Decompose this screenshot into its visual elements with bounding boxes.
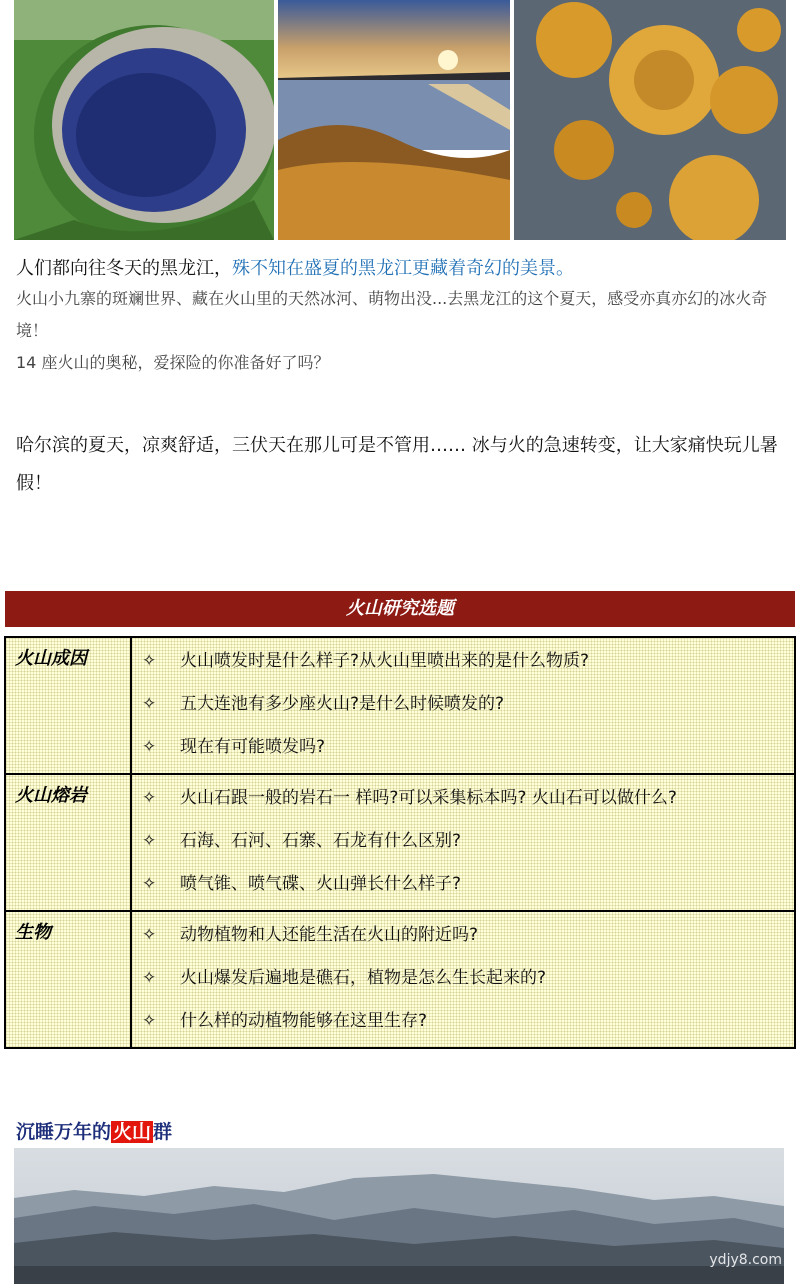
- question-text: 五大连池有多少座火山?是什么时候喷发的?: [180, 694, 505, 714]
- star-bullet-icon: ✧: [142, 925, 157, 945]
- question-text: 石海、石河、石寨、石龙有什么区别?: [180, 831, 462, 851]
- question-item: [142, 820, 784, 863]
- question-item: [142, 957, 784, 1000]
- question-text: 动物植物和人还能生活在火山的附近吗?: [180, 925, 479, 945]
- question-text: 现在有可能喷发吗?: [180, 737, 326, 757]
- intro-summer: 哈尔滨的夏天，凉爽舒适，三伏天在那儿可是不管用…… 冰与火的急速转变，让大家痛快玩儿暑假！: [16, 435, 778, 494]
- lake-sunset-photo: [278, 0, 510, 240]
- question-item: [142, 1000, 784, 1043]
- questions-cell: [131, 774, 795, 911]
- category-cell: 火山成因: [5, 637, 131, 774]
- question-item: [142, 683, 784, 726]
- star-bullet-icon: ✧: [142, 1011, 157, 1031]
- question-item: [142, 914, 784, 957]
- question-item: [142, 726, 784, 769]
- lichen-rock-photo: [514, 0, 786, 240]
- volcano-crater-photo: [14, 0, 274, 240]
- category-cell: 生物: [5, 911, 131, 1048]
- watermark: ydjy8.com: [709, 1252, 782, 1268]
- intro-lead: [16, 255, 786, 283]
- question-text: 什么样的动植物能够在这里生存?: [180, 1011, 428, 1031]
- photo-strip: [14, 0, 786, 240]
- star-bullet-icon: ✧: [142, 874, 157, 894]
- section-title-after: 群: [153, 1121, 173, 1143]
- question-text: 火山喷发时是什么样子?从火山里喷出来的是什么物质?: [180, 651, 590, 671]
- intro-text: [16, 255, 786, 503]
- question-item: [142, 863, 784, 906]
- question-text: 火山爆发后遍地是礁石，植物是怎么生长起来的?: [180, 968, 547, 988]
- section-title: [16, 1118, 172, 1146]
- star-bullet-icon: ✧: [142, 737, 157, 757]
- question-item: [142, 640, 784, 683]
- questions-cell: [131, 637, 795, 774]
- star-bullet-icon: ✧: [142, 831, 157, 851]
- intro-lead-highlight: 殊不知在盛夏的黑龙江更藏着奇幻的美景。: [232, 258, 574, 279]
- intro-line2: 火山小九寨的斑斓世界、藏在火山里的天然冰河、萌物出没...去黑龙江的这个夏天，感受亦真亦幻的冰火奇境！: [16, 289, 768, 340]
- star-bullet-icon: ✧: [142, 788, 157, 808]
- questions-cell: [131, 911, 795, 1048]
- star-bullet-icon: ✧: [142, 694, 157, 714]
- question-text: 喷气锥、喷气碟、火山弹长什么样子?: [180, 874, 462, 894]
- table-row: [5, 774, 795, 911]
- section-title-before: 沉睡万年的: [16, 1121, 112, 1143]
- intro-line3: 14 座火山的奥秘，爱探险的你准备好了吗？: [16, 353, 330, 372]
- intro-lead-plain: 人们都向往冬天的黑龙江，: [16, 258, 232, 279]
- question-text: 火山石跟一般的岩石一 样吗?可以采集标本吗? 火山石可以做什么?: [180, 788, 677, 808]
- star-bullet-icon: ✧: [142, 968, 157, 988]
- section-title-highlight: 火山: [113, 1121, 152, 1143]
- question-item: [142, 777, 784, 820]
- table-title: 火山研究选题: [5, 591, 795, 627]
- star-bullet-icon: ✧: [142, 651, 157, 671]
- topics-table: [4, 636, 796, 1049]
- mountain-range-photo: [14, 1148, 784, 1284]
- category-cell: 火山熔岩: [5, 774, 131, 911]
- table-row: [5, 637, 795, 774]
- table-row: [5, 911, 795, 1048]
